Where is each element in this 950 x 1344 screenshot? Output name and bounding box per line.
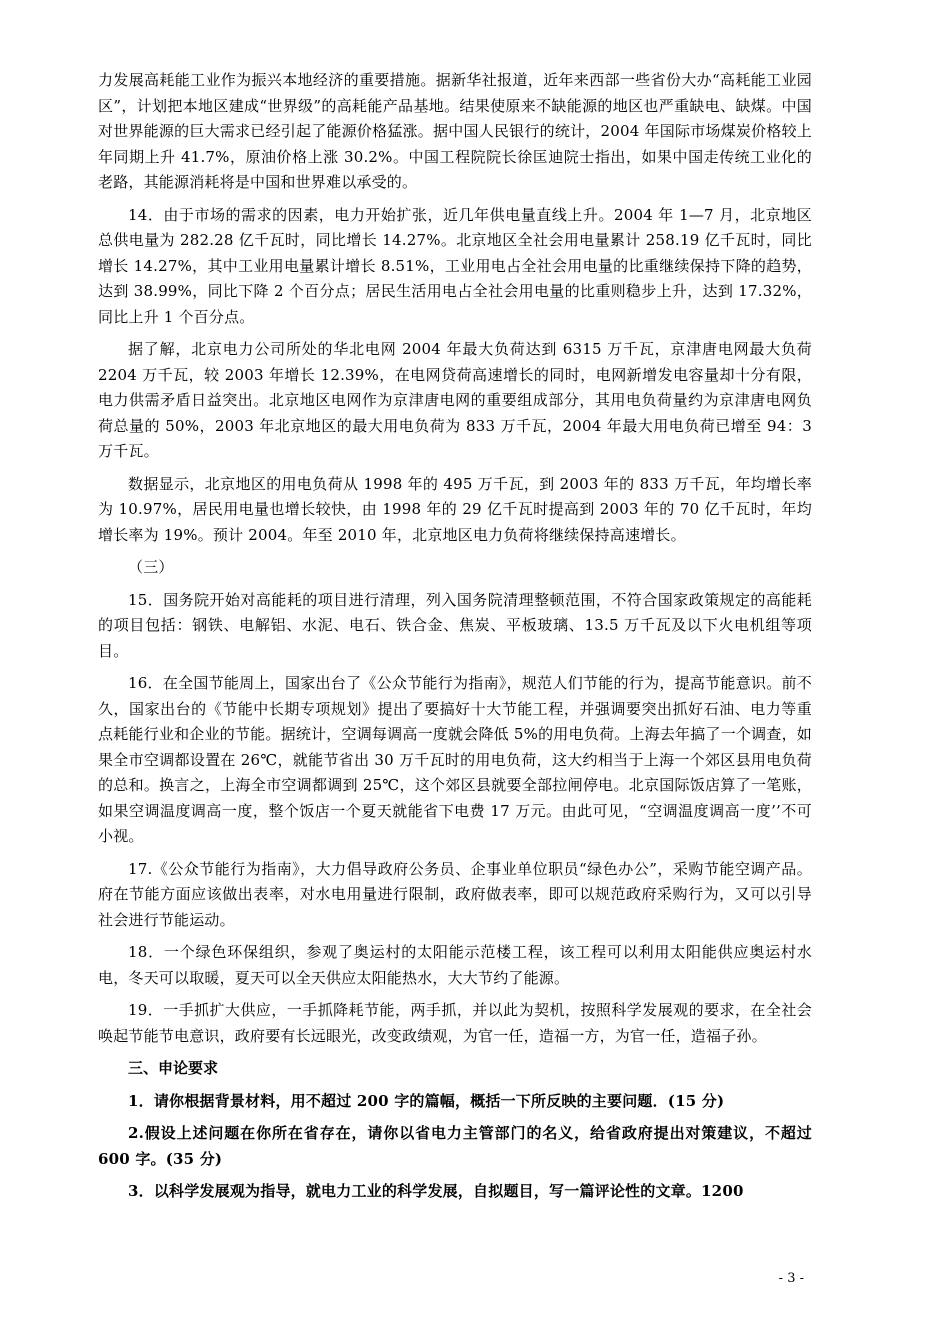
page-number: - 3 - [778,1271,804,1286]
paragraph-grid-load: 据了解，北京电力公司所处的华北电网 2004 年最大负荷达到 6315 万千瓦，京津唐电网最大负荷 2204 万千瓦，较 2003 年增长 12.39%，在电网贷荷高速增长的同时，电网新增发电容量却十分有限，电力供需矛盾日益突出。北京地区电网作为京津唐电网的重要组成部分，其用电负荷量约为京津唐电网负荷总量的 50%，2003 年北京地区的最大用电负荷为 833 万千瓦，2004 年最大用电负荷已增至 94：3 万千瓦。 [98,340,812,460]
paragraph-15: 15．国务院开始对高能耗的项目进行清理，列入国务院清理整顿范围，不符合国家政策规定的高能耗的项目包括：钢铁、电解铝、水泥、电石、铁合金、焦炭、平板玻璃、13.5 万千瓦及以下火电机组等项目。 [98,590,812,660]
paragraph-19: 19．一手抓扩大供应，一手抓降耗节能，两手抓，并以此为契机，按照科学发展观的要求，在全社会唤起节能节电意识，政府要有长远眼光，改变政绩观，为官一任，造福一方，为官一任，造福子孙。 [98,1001,812,1045]
paragraph-17: 17.《公众节能行为指南》，大力倡导政府公务员、企事业单位职员“绿色办公”，采购节能空调产品。府在节能方面应该做出表率，对水电用量进行限制，政府做表率，即可以规范政府采购行为，又可以引导社会进行节能运动。 [98,859,812,929]
paragraph-16: 16．在全国节能周上，国家出台了《公众节能行为指南》，规范人们节能的行为，提高节能意识。前不久，国家出台的《节能中长期专项规划》提出了要搞好十大节能工程，并强调要突出抓好石油、电力等重点耗能行业和企业的节能。据统计，空调每调高一度就会降低 5%的用电负荷。上海去年搞了一个调查，如果全市空调都设置在 26℃，就能节省出 30 万千瓦时的用电负荷，这大约相当于上海一个郊区县用电负荷的总和。换言之，上海全市空调都调到 25℃，这个郊区县就要全部拉闸停电。北京国际饭店算了一笔账，如果空调温度调高一度，整个饭店一个夏天就能省下电费 17 万元。由此可见，“空调温度调高一度’’不可小视。 [98,674,812,845]
requirement-1: 1．请你根据背景材料，用不超过 200 字的篇幅，概括一下所反映的主要问题．(15 分) [128,1091,725,1110]
paragraph-14: 14．由于市场的需求的因素，电力开始扩张，近几年供电量直线上升。2004 年 1—7 月，北京地区总供电量为 282.28 亿千瓦时，同比增长 14.27%。北京地区全社会用电量累计 258.19 亿千瓦时，同比增长 14.27%，其中工业用电量累计增长 8.51%，工业用电占全社会用电量的比重继续保持下降的趋势，达到 38.99%，同比下降 2 个百分点；居民生活用电占全社会用电量的比重则稳步上升，达到 17.32%，同比上升 1 个百分点。 [98,205,812,326]
document-body [98,68,812,1212]
paragraph-18: 18．一个绿色环保组织，参观了奥运村的太阳能示范楼工程，该工程可以利用太阳能供应奥运村水电，冬天可以取暖，夏天可以全天供应太阳能热水，大大节约了能源。 [98,943,812,987]
section-heading: 三、申论要求 [128,1059,219,1077]
subsection-marker: （三） [128,558,174,576]
paragraph-data: 数据显示，北京地区的用电负荷从 1998 年的 495 万千瓦，到 2003 年的 833 万千瓦，年均增长率为 10.97%，居民用电量也增长较快，由 1998 年的 29 亿千瓦时提高到 2003 年的 70 亿千瓦时，年均增长率为 19%。预计 2004。年至 2010 年，北京地区电力负荷将继续保持高速增长。 [98,474,812,544]
paragraph-continuation: 力发展高耗能工业作为振兴本地经济的重要措施。据新华社报道，近年来西部一些省份大办“高耗能工业园区”，计划把本地区建成“世界级”的高耗能产品基地。结果使原来不缺能源的地区也严重缺电、缺煤。中国对世界能源的巨大需求已经引起了能源价格猛涨。据中国人民银行的统计，2004 年国际市场煤炭价格较上年同期上升 41.7%，原油价格上涨 30.2%。中国工程院院长徐匡迪院士指出，如果中国走传统工业化的老路，其能源消耗将是中国和世界难以承受的。 [98,71,812,191]
requirement-2: 2.假设上述问题在你所在省存在，请你以省电力主管部门的名义，给省政府提出对策建议，不超过 600 字。(35 分) [98,1124,812,1168]
requirement-3: 3．以科学发展观为指导，就电力工业的科学发展，自拟题目，写一篇评论性的文章。1200 [128,1182,744,1200]
